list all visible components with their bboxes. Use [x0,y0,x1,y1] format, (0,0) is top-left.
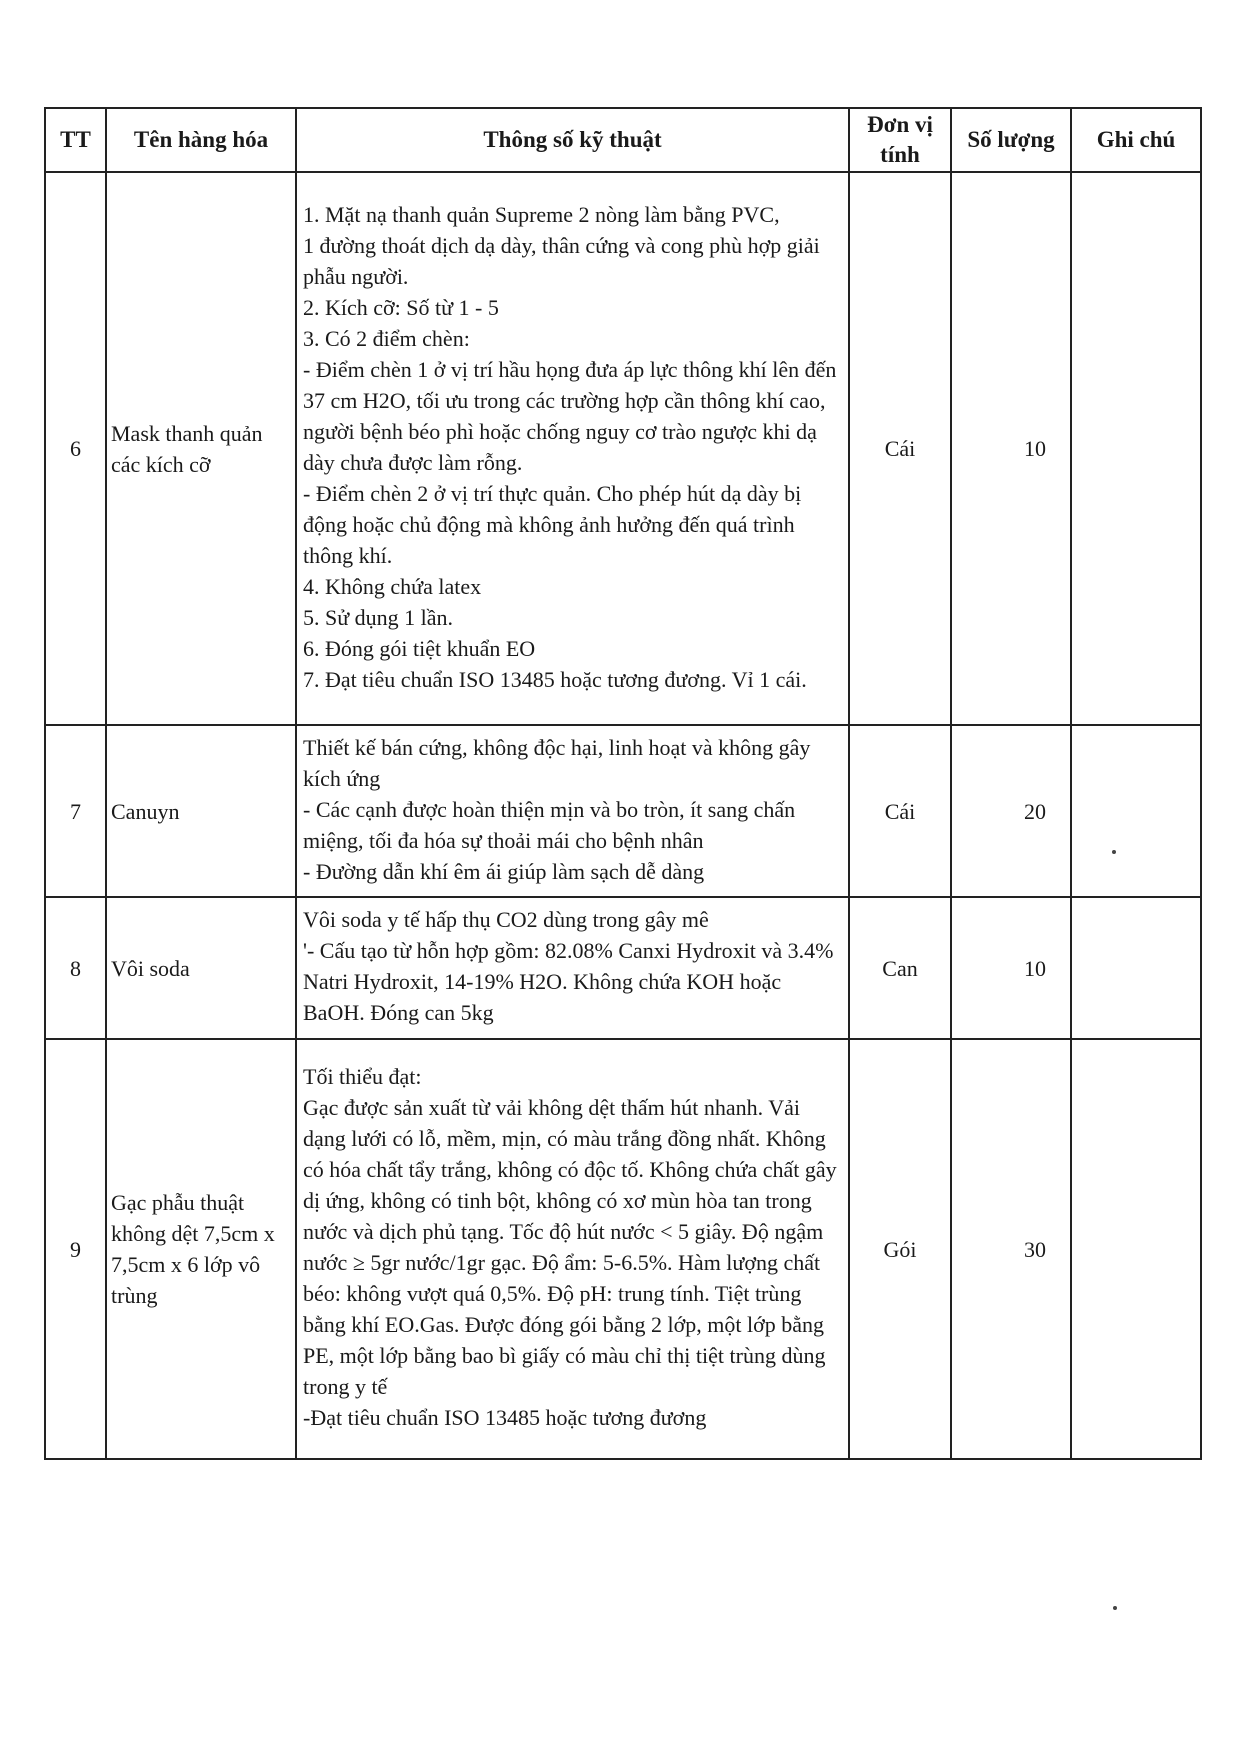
table-row [45,725,1201,897]
cell-tt: 7 [45,725,106,897]
cell-note [1071,172,1201,725]
cell-tt: 8 [45,897,106,1039]
cell-qty: 20 [951,725,1071,897]
table-body [45,172,1201,1459]
cell-name: Mask thanh quản các kích cỡ [106,172,296,725]
table-header [45,108,1201,172]
header-tt: TT [45,108,106,172]
cell-name: Canuyn [106,725,296,897]
cell-unit: Can [849,897,951,1039]
cell-note [1071,725,1201,897]
cell-spec: 1. Mặt nạ thanh quản Supreme 2 nòng làm bằng PVC, 1 đường thoát dịch dạ dày, thân cứng và cong phù hợp giải phẫu người. 2. Kích cỡ: Số từ 1 - 5 3. Có 2 điểm chèn: - Điểm chèn 1 ở vị trí hầu họng đưa áp lực thông khí lên đến 37 cm H2O, tối ưu trong các trường hợp cần thông khí cao, người bệnh béo phì hoặc chống nguy cơ trào ngược khi dạ dày chưa được làm rỗng. - Điểm chèn 2 ở vị trí thực quản. Cho phép hút dạ dày bị động hoặc chủ động mà không ảnh hưởng đến quá trình thông khí. 4. Không chứa latex 5. Sử dụng 1 lần. 6. Đóng gói tiệt khuẩn EO 7. Đạt tiêu chuẩn ISO 13485 hoặc tương đương. Vỉ 1 cái. [296,172,849,725]
table-row [45,897,1201,1039]
header-qty: Số lượng [951,108,1071,172]
cell-unit: Cái [849,725,951,897]
scan-speck [1113,1606,1117,1610]
header-note: Ghi chú [1071,108,1201,172]
header-unit: Đơn vị tính [849,108,951,172]
header-spec: Thông số kỹ thuật [296,108,849,172]
cell-spec: Tối thiểu đạt: Gạc được sản xuất từ vải không dệt thấm hút nhanh. Vải dạng lưới có lỗ, mềm, mịn, có màu trắng đồng nhất. Không có hóa chất tẩy trắng, không có độc tố. Không chứa chất gây dị ứng, không có tinh bột, không có xơ mùn hòa tan trong nước và dịch phủ tạng. Tốc độ hút nước < 5 giây. Độ ngậm nước ≥ 5gr nước/1gr gạc. Độ ẩm: 5-6.5%. Hàm lượng chất béo: không vượt quá 0,5%. Độ pH: trung tính. Tiệt trùng bằng khí EO.Gas. Được đóng gói bằng 2 lớp, một lớp bằng PE, một lớp bằng bao bì giấy có màu chỉ thị tiệt trùng dùng trong y tế -Đạt tiêu chuẩn ISO 13485 hoặc tương đương [296,1039,849,1459]
cell-qty: 10 [951,897,1071,1039]
cell-name: Vôi soda [106,897,296,1039]
specification-table [44,107,1202,1460]
cell-tt: 6 [45,172,106,725]
table-row [45,1039,1201,1459]
cell-unit: Cái [849,172,951,725]
cell-qty: 10 [951,172,1071,725]
header-name: Tên hàng hóa [106,108,296,172]
scan-speck [1112,850,1116,854]
table-row [45,172,1201,725]
cell-spec: Thiết kế bán cứng, không độc hại, linh hoạt và không gây kích ứng - Các cạnh được hoàn thiện mịn và bo tròn, ít sang chấn miệng, tối đa hóa sự thoải mái cho bệnh nhân - Đường dẫn khí êm ái giúp làm sạch dễ dàng [296,725,849,897]
cell-spec: Vôi soda y tế hấp thụ CO2 dùng trong gây mê '- Cấu tạo từ hỗn hợp gồm: 82.08% Canxi Hydroxit và 3.4% Natri Hydroxit, 14-19% H2O. Không chứa KOH hoặc BaOH. Đóng can 5kg [296,897,849,1039]
cell-note [1071,897,1201,1039]
cell-tt: 9 [45,1039,106,1459]
cell-name: Gạc phẫu thuật không dệt 7,5cm x 7,5cm x 6 lớp vô trùng [106,1039,296,1459]
header-row [45,108,1201,172]
cell-note [1071,1039,1201,1459]
cell-qty: 30 [951,1039,1071,1459]
cell-unit: Gói [849,1039,951,1459]
